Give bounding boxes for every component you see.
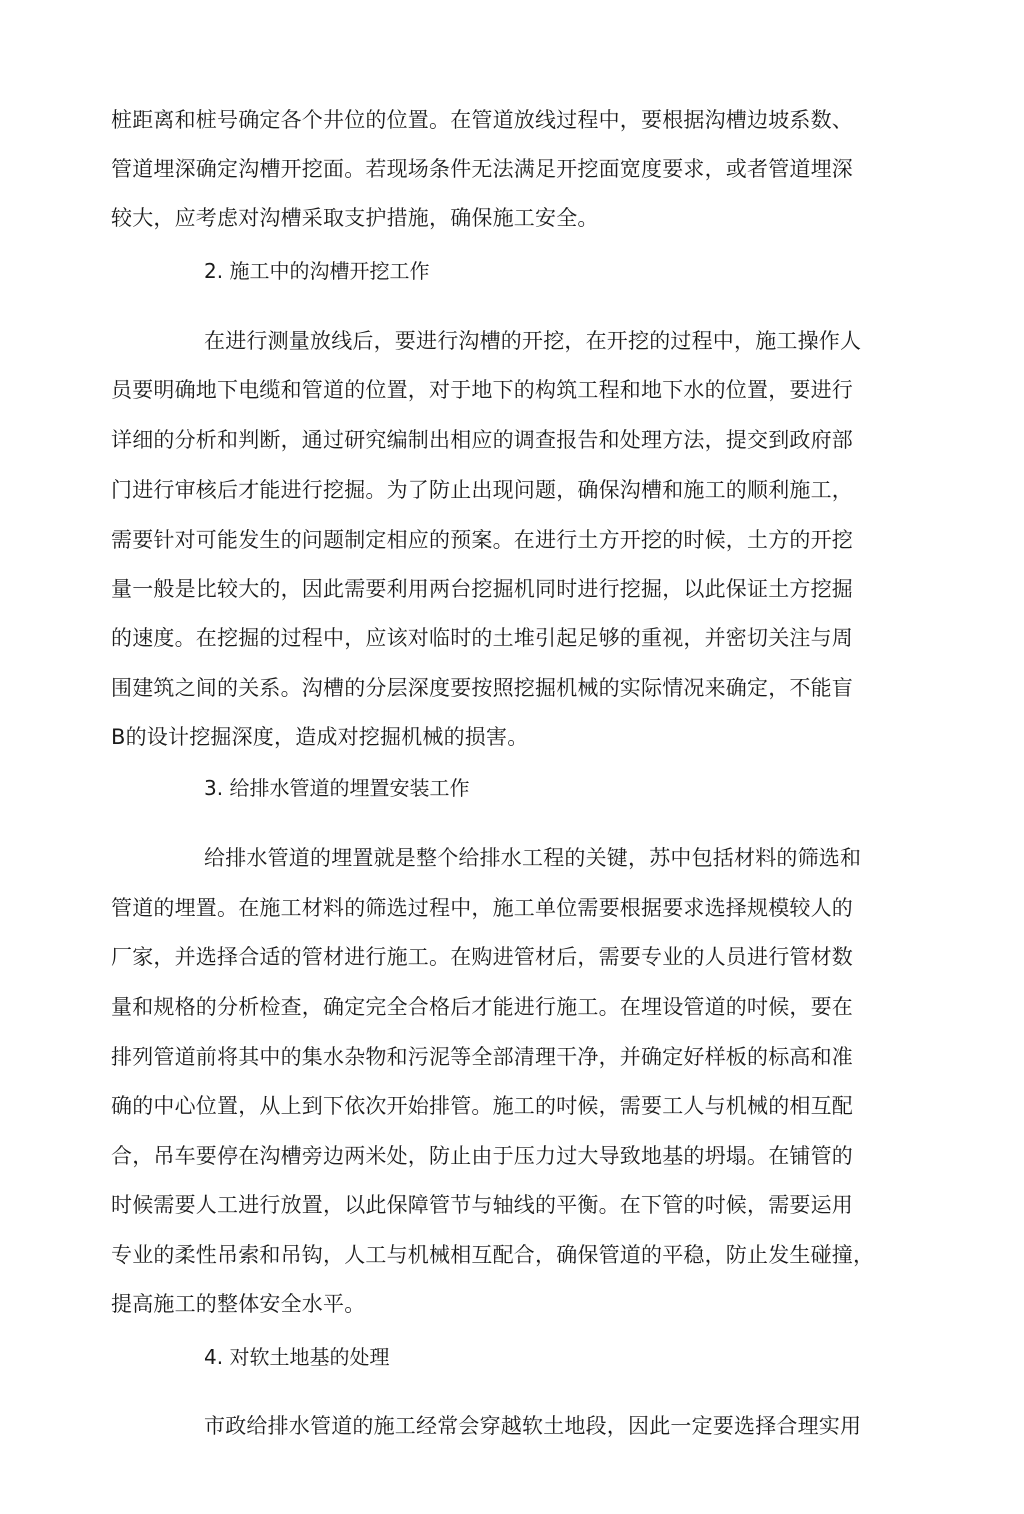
paragraph-line: B的设计挖掘深度，造成对挖掘机械的损害。 xyxy=(111,725,529,749)
paragraph-line: 确的中心位置，从上到下依次开始排管。施工的吋候，需要工人与机械的相互配 xyxy=(111,1094,853,1118)
paragraph-line: 专业的柔性吊索和吊钩，人工与机械相互配合，确保管道的平稳，防止发生碰撞， xyxy=(111,1243,875,1267)
paragraph-line: 排列管道前将其中的集水杂物和污泥等全部清理干净，并确定好样板的标高和准 xyxy=(111,1045,853,1069)
paragraph-line: 的速度。在挖掘的过程中，应该对临时的土堆引起足够的重视，并密切关注与周 xyxy=(111,626,853,650)
paragraph-line: 在进行测量放线后，要进行沟槽的开挖，在开挖的过程中，施工操作人 xyxy=(204,329,862,353)
paragraph-line: 围建筑之间的关系。沟槽的分层深度要按照挖掘机械的实际情况来确定，不能盲 xyxy=(111,676,853,700)
paragraph-line: 提高施工的整体安全水平。 xyxy=(111,1292,366,1316)
section-heading-2: 2. 施工中的沟槽开挖工作 xyxy=(204,259,430,283)
paragraph-line: 详细的分析和判断，通过研究编制出相应的调查报告和处理方法，提交到政府部 xyxy=(111,428,853,452)
paragraph-line: 管道埋深确定沟槽开挖面。若现场条件无法满足开挖面宽度要求，或者管道埋深 xyxy=(111,157,853,181)
paragraph-line: 门进行审核后才能进行挖掘。为了防止出现问题，确保沟槽和施工的顺利施工， xyxy=(111,478,853,502)
paragraph-line: 较大，应考虑对沟槽采取支护措施，确保施工安全。 xyxy=(111,206,599,230)
paragraph-line: 员要明确地下电缆和管道的位置，对于地下的构筑工程和地下水的位置，要进行 xyxy=(111,378,853,402)
paragraph-line: 厂家，并选择合适的管材进行施工。在购进管材后，需要专业的人员进行管材数 xyxy=(111,945,853,969)
paragraph-line: 量一般是比较大的，因此需要利用两台挖掘机同时进行挖掘，以此保证土方挖掘 xyxy=(111,577,853,601)
paragraph-line: 市政给排水管道的施工经常会穿越软土地段，因此一定要选择合理实用 xyxy=(204,1414,862,1438)
paragraph-line: 量和规格的分析检查，确定完全合格后才能进行施工。在埋设管道的吋候，要在 xyxy=(111,995,853,1019)
paragraph-line: 需要针对可能发生的问题制定相应的预案。在进行土方开挖的时候，土方的开挖 xyxy=(111,528,853,552)
paragraph-line: 桩距离和桩号确定各个井位的位置。在管道放线过程中，要根据沟槽边坡系数、 xyxy=(111,108,853,132)
paragraph-line: 管道的埋置。在施工材料的筛选过程中，施工单位需要根据要求选择规模较人的 xyxy=(111,896,853,920)
section-heading-3: 3. 给排水管道的埋置安装工作 xyxy=(204,776,470,800)
paragraph-line: 合，吊车要停在沟槽旁边两米处，防止由于压力过大导致地基的坍塌。在铺管的 xyxy=(111,1144,853,1168)
paragraph-line: 给排水管道的埋置就是整个给排水工程的关键，苏中包括材料的筛选和 xyxy=(204,846,862,870)
section-heading-4: 4. 对软土地基的处理 xyxy=(204,1345,390,1369)
paragraph-line: 时候需要人工进行放置，以此保障管节与轴线的平衡。在下管的吋候，需要运用 xyxy=(111,1193,853,1217)
